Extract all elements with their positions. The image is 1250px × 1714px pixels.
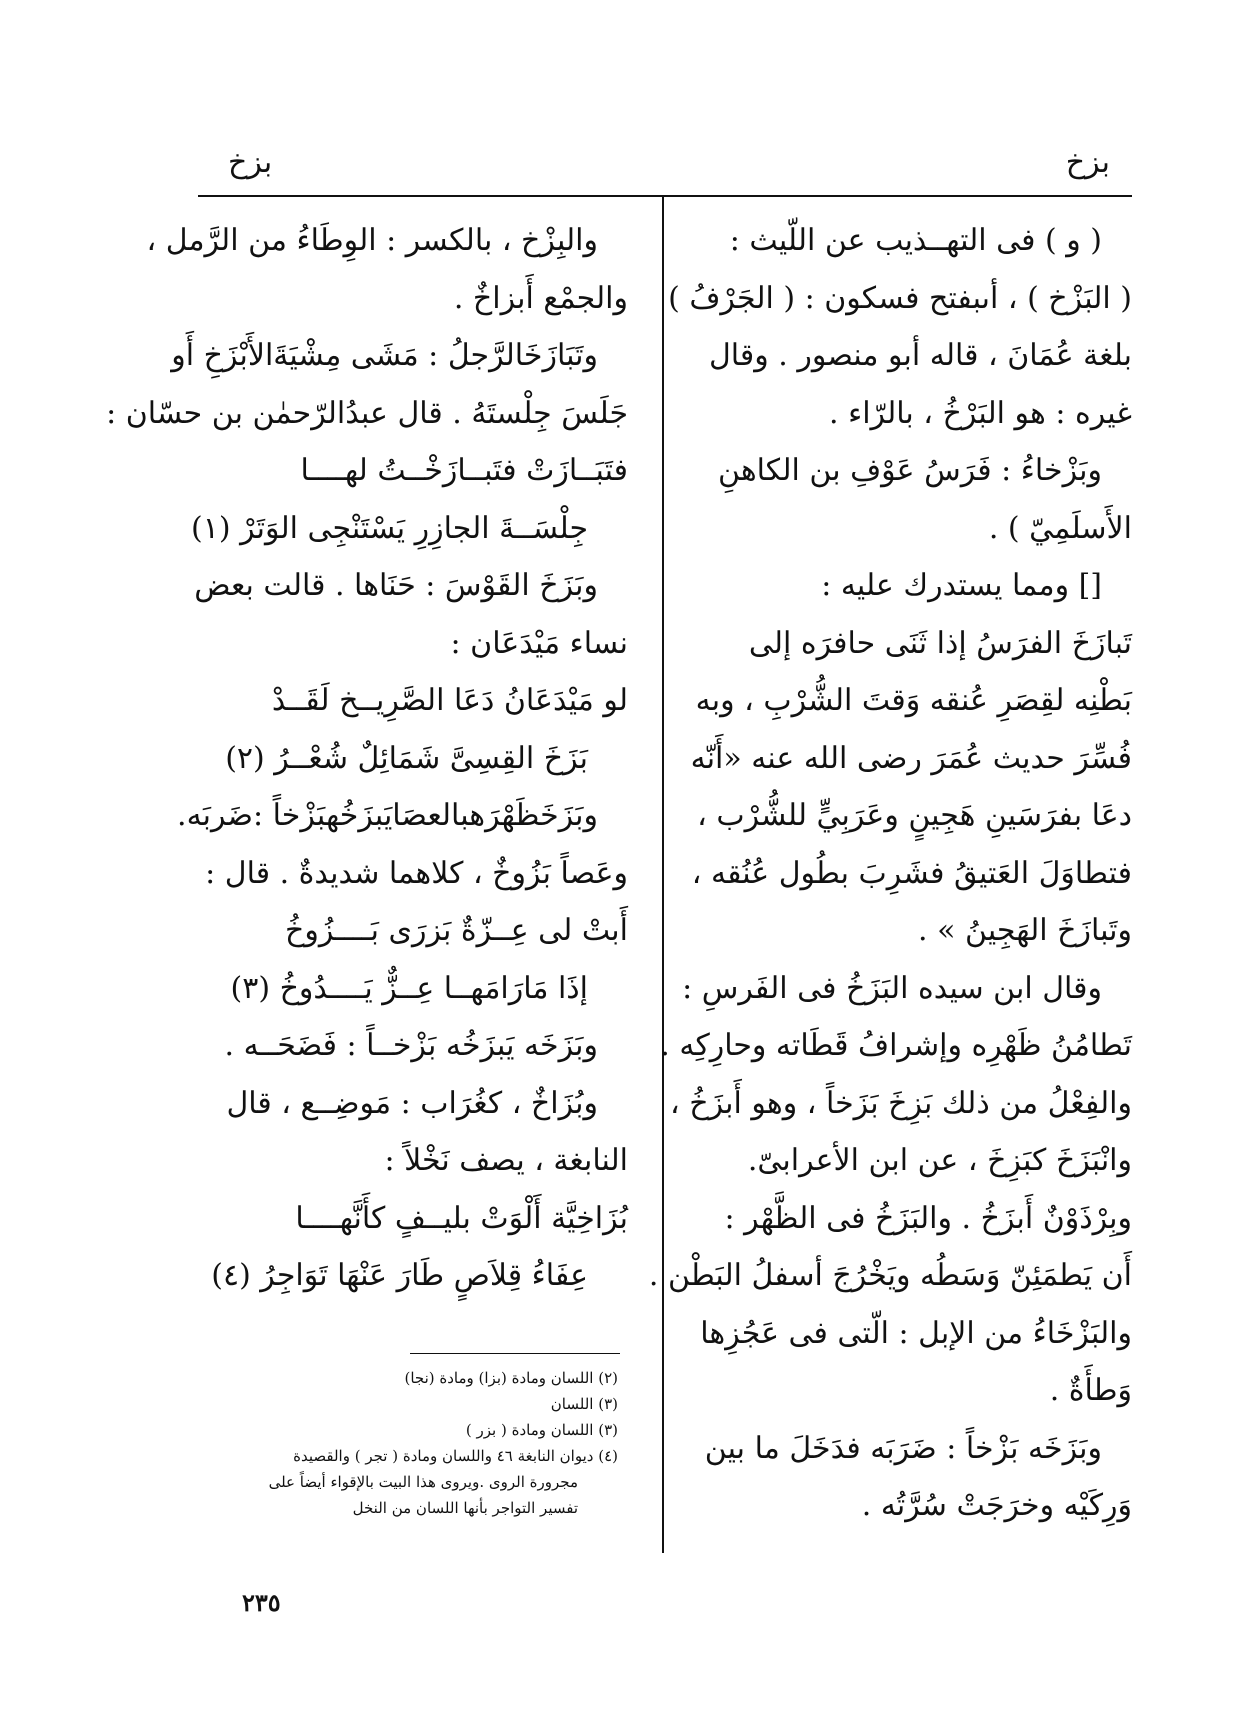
text-line: الأَسلَمِيّ ) .: [988, 510, 1132, 546]
text-line: تَبازَخَ الفرَسُ إذا ثَنَى حافرَه إلى: [748, 625, 1132, 661]
verse-line: جِلْسَــةَ الجازِرِ يَسْتَنْجِى الوَتَرْ (١): [190, 510, 588, 546]
footnote: (٣) اللسان ومادة ( بزر ): [465, 1421, 618, 1439]
footnote: (٤) ديوان النابغة ٤٦ واللسان ومادة ( تجر ) والقصيدة: [293, 1447, 618, 1465]
footnote: (٢) اللسان ومادة (بزا) ومادة (نجا): [404, 1369, 618, 1387]
text-line: وبَزَخَه يَبزَخُه بَزْخــاً : فَضَحَــه .: [224, 1028, 598, 1063]
text-line: والبَزْخَاءُ من الإبل : الّتى فى عَجُزِها: [700, 1315, 1132, 1351]
text-line: ( و ) فى التهــذيب عن اللّيث :: [729, 223, 1102, 258]
footnote-continuation: مجرورة الروى .ويروى هذا البيت بالإقواء أيضاً على: [268, 1473, 578, 1491]
text-line: وبَزَخَه بَزْخاً : ضَرَبَه فدَخَلَ ما بين: [704, 1430, 1102, 1466]
text-line: والبِزْخ ، بالكسر : الوِطَاءُ من الرَّمل ،: [146, 223, 598, 258]
verse-line: عِفَاءُ قِلاَصٍ طَارَ عَنْهَا تَوَاجِرُ (٤): [211, 1258, 588, 1293]
footnote-rule: [410, 1353, 620, 1354]
text-line: وَطأَةٌ .: [1049, 1373, 1132, 1408]
text-line: دعَا بفرَسَينِ هَجِينٍ وعَرَبِيٍّ للشُّرْب ،: [697, 798, 1132, 833]
right-column: [648, 212, 1132, 1535]
verse-line: بَزَخَ القِسِىَّ شَمَائِلٌ شُعْــرُ (٢): [225, 740, 588, 776]
text-line: وقال ابن سيده البَزَخُ فى الفَرسِ :: [682, 970, 1102, 1006]
text-line: وتَبَازَخَالرَّجلُ : مَشَى مِشْيَةَالأَبْزَخِ أَو: [171, 338, 598, 373]
text-line: وانْبَزَخَ كبَزِخَ ، عن ابن الأعرابىّ.: [747, 1143, 1132, 1178]
text-line: وبَزَخَ القَوْسَ : حَنَاها . قالت بعض: [194, 568, 598, 603]
text-line: وبَزَخَظَهْرَهبالعصَايَبزَخُهبَزْخاً :ضَربَه.: [177, 798, 598, 833]
header-root-left: بزخ: [228, 145, 273, 180]
header-rule: [198, 195, 1132, 197]
text-line: فتطاوَلَ العَتيقُ فشَرِبَ بطُول عُنُقه ،: [691, 855, 1132, 891]
text-line: والفِعْلُ من ذلك بَزِخَ بَزَخاً ، وهو أَبزَخُ ،: [670, 1085, 1132, 1121]
verse-line: لو مَيْدَعَانُ دَعَا الصَّرِيــخ لَقَــدْ: [271, 683, 628, 718]
verse-line: بُزَاخِيَّة أَلْوَتْ بليــفٍ كأَنَّهــــا: [295, 1200, 628, 1236]
text-line: نساء مَيْدَعَان :: [450, 625, 628, 661]
verse-line: إذَا مَارَامَهــا عِــزٌّ يَــــدُوخُ (٣): [230, 970, 588, 1006]
text-line: النابغة ، يصف نَخْلاً :: [384, 1143, 628, 1178]
column-divider: [662, 195, 664, 1553]
text-line: وبَزْخاءُ : فَرَسُ عَوْفِ بن الكاهنِ: [717, 453, 1102, 488]
header-root-right: بزخ: [1065, 145, 1110, 180]
verse-line: أَبتْ لى عِــزّةٌ بَزرَى بَــــزُوخُ: [285, 913, 628, 948]
text-line: والجمْع أَبزاخٌ .: [453, 280, 628, 316]
text-line: بَطْنِه لقِصَرِ عُنقه وَقتَ الشُّرْبِ ، وبه: [695, 683, 1132, 718]
text-line: ( البَزْخ ) ، أىبفتح فسكون : ( الجَرْفُ ): [668, 280, 1132, 316]
footnote: (٣) اللسان: [550, 1395, 618, 1413]
text-line: تَطامُنُ ظَهْرِه وإشرافُ قَطَاته وحارِكِه .: [660, 1028, 1132, 1063]
footnotes: [178, 1365, 618, 1521]
text-line: بلغة عُمَانَ ، قاله أبو منصور . وقال: [708, 338, 1132, 373]
text-line: وَرِكَيْه وخرَجَتْ سُرَّتُه .: [861, 1488, 1132, 1523]
verse-line: فتَبَــازَتْ فتَبــازَخْــتُ لهــــا: [300, 453, 628, 488]
text-line: وعَصاً بَزُوخٌ ، كلاهما شديدةٌ . قال :: [205, 855, 628, 891]
text-line: أَن يَطمَئِنّ وَسَطُه ويَخْرُجَ أسفلُ البَطْن .: [648, 1258, 1132, 1293]
text-line: وبُزَاخٌ ، كغُرَاب : مَوضِــع ، قال: [226, 1085, 598, 1121]
text-line: [] ومما يستدرك عليه :: [821, 568, 1102, 603]
text-line: جَلَسَ جِلْستَهُ . قال عبدُالرّحمٰن بن حسّان :: [106, 395, 628, 431]
left-column: [106, 212, 628, 1305]
text-line: فُسِّرَ حديث عُمَرَ رضى الله عنه «أَنّه: [690, 740, 1132, 776]
page-number: ٢٣٥: [242, 1588, 281, 1617]
footnote-continuation: تفسير التواجر بأنها اللسان من النخل: [352, 1499, 578, 1517]
text-line: غيره : هو البَرْخُ ، بالرّاء .: [829, 395, 1132, 431]
text-line: وتَبازَخَ الهَجِينُ » .: [918, 913, 1132, 948]
text-line: وبِرْذَوْنٌ أَبزَخُ . والبَزَخُ فى الظَّهْر :: [724, 1200, 1132, 1236]
